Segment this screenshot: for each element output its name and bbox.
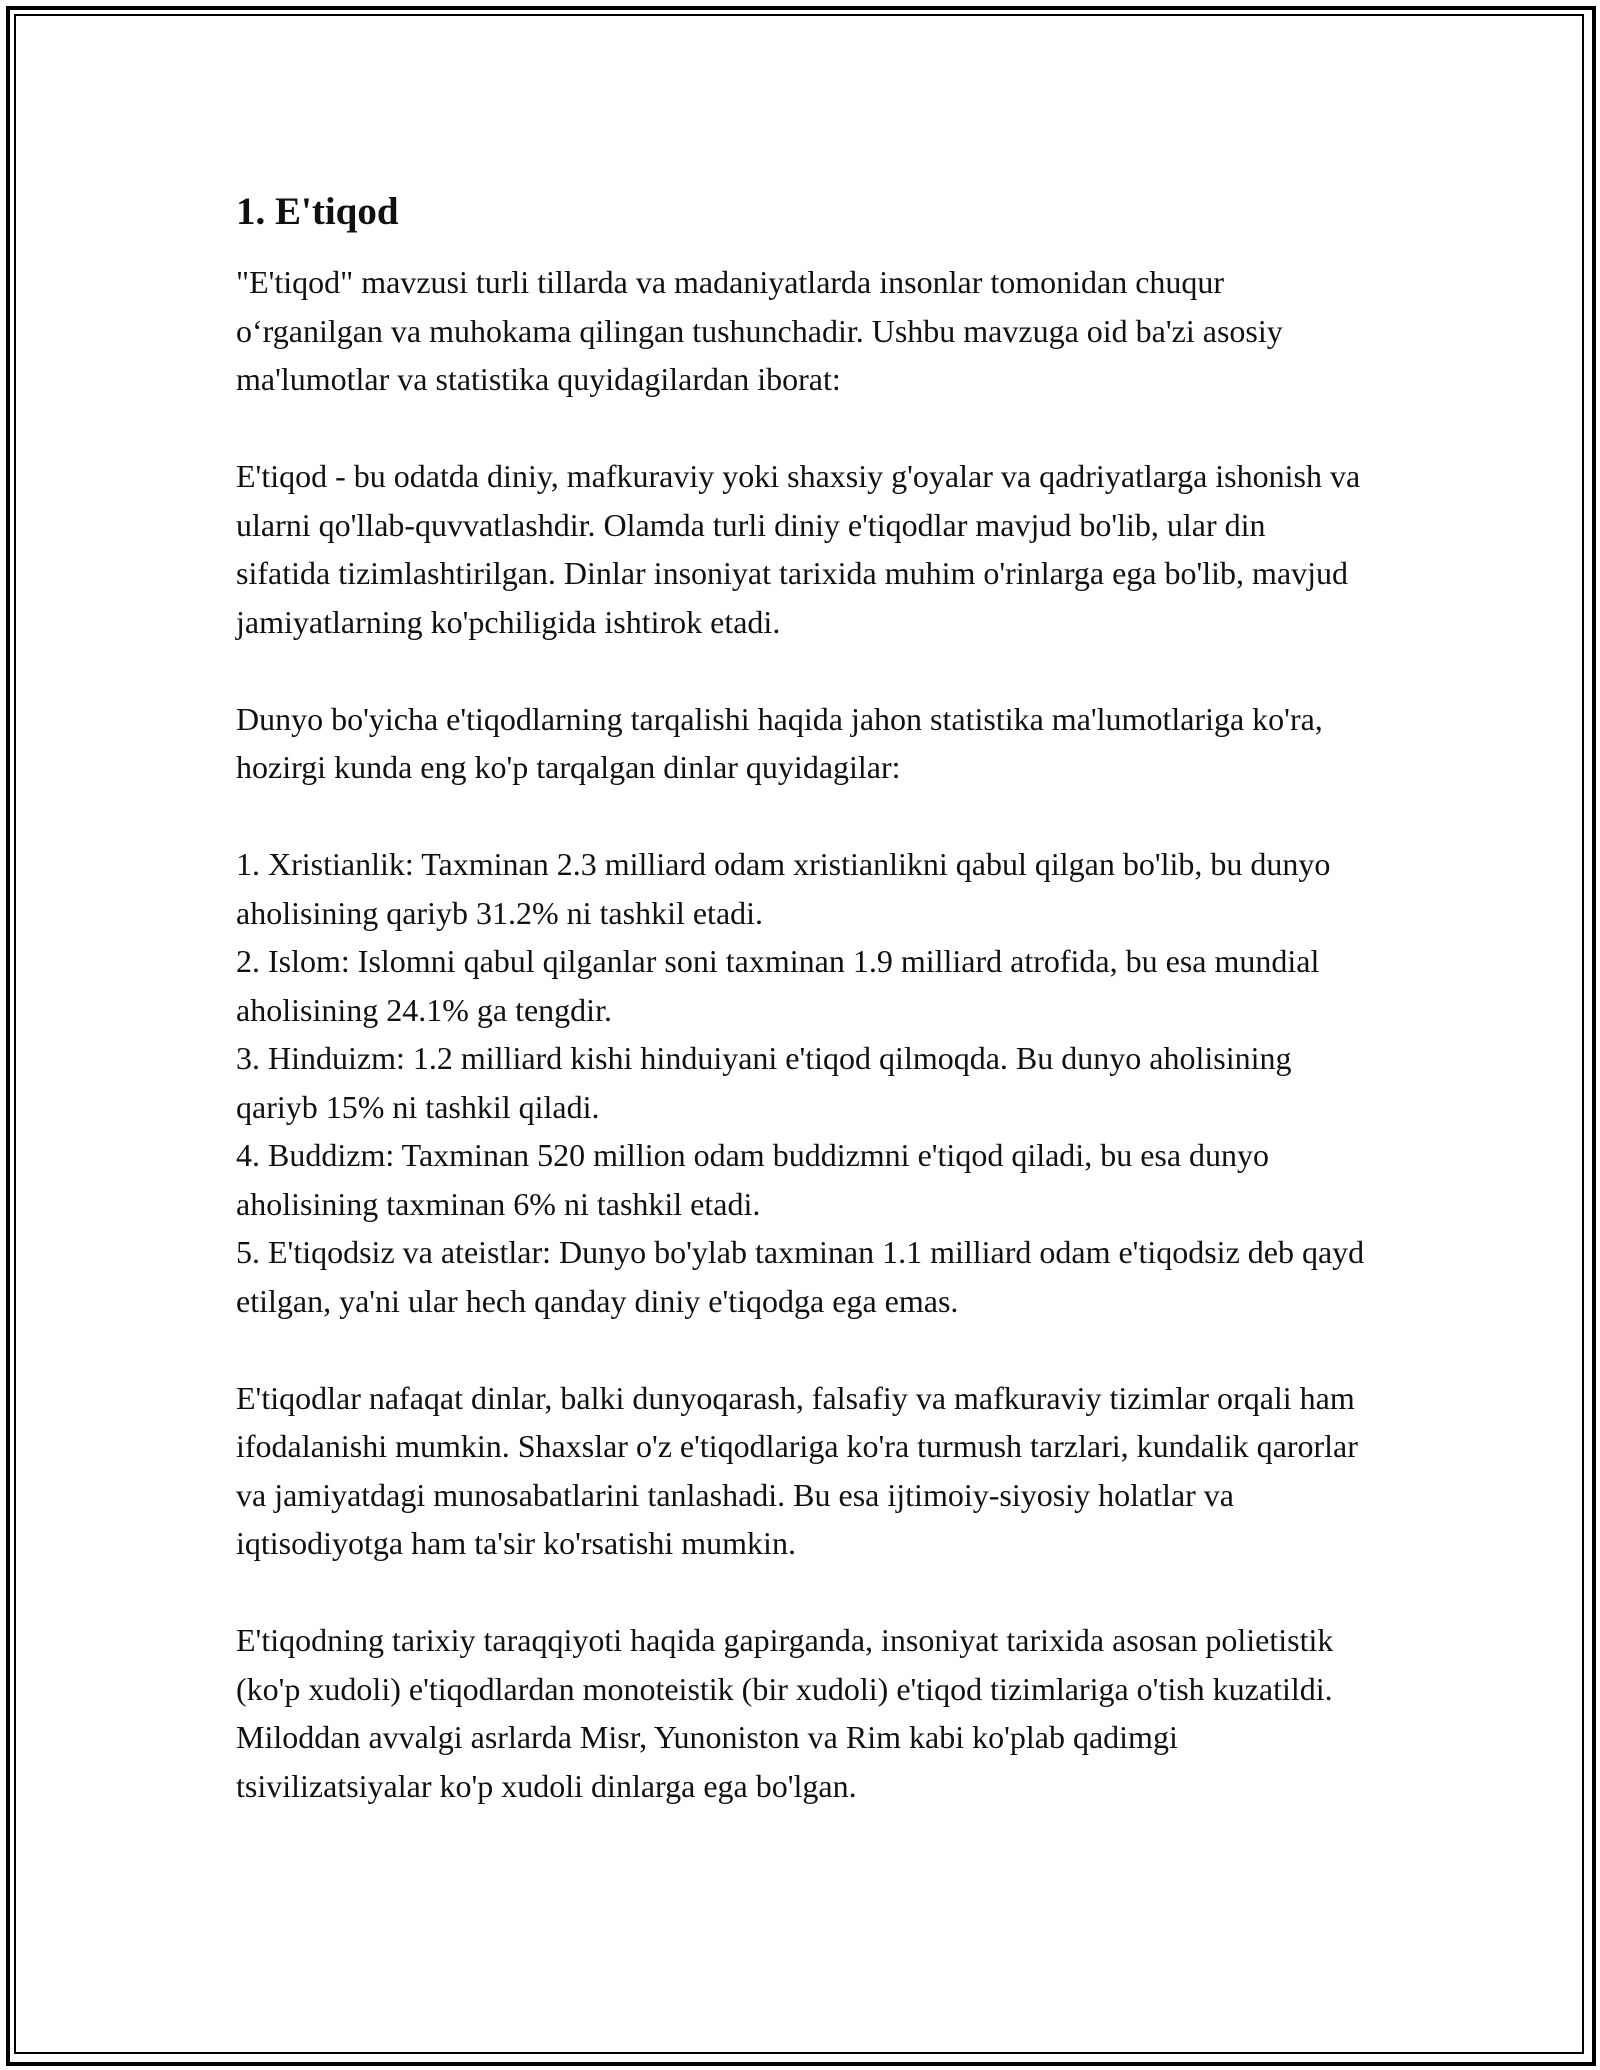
list-item: 3. Hinduizm: 1.2 milliard kishi hinduiyani e'tiqod qilmoqda. Bu dunyo aholisining qariyb 15% ni tashkil qiladi. [236,1040,1292,1125]
statistics-intro-paragraph: Dunyo bo'yicha e'tiqodlarning tarqalishi haqida jahon statistika ma'lumotlariga ko'ra, hozirgi kunda eng ko'p tarqalgan dinlar quyidagilar: [236,700,1323,785]
history-paragraph: E'tiqodning tarixiy taraqqiyoti haqida gapirganda, insoniyat tarixida asosan polietistik (ko'p xudoli) e'tiqodlardan monoteistik (bir xudoli) e'tiqod tizimlariga o'tish kuzatildi. Miloddan avvalgi asrlarda Misr, Yunoniston va Rim kabi ko'plab qadimgi tsivilizatsiyalar ko'p xudoli dinlarga ega bo'lgan. [236,1622,1334,1804]
list-item: 4. Buddizm: Taxminan 520 million odam buddizmni e'tiqod qiladi, bu esa dunyo aholisining taxminan 6% ni tashkil etadi. [236,1137,1270,1222]
religion-statistics-list [236,840,1366,1325]
worldview-paragraph: E'tiqodlar nafaqat dinlar, balki dunyoqarash, falsafiy va mafkuraviy tizimlar orqali ham ifodalanishi mumkin. Shaxslar o'z e'tiqodlariga ko'ra turmush tarzlari, kundalik qarorlar va jamiyatdagi munosabatlarini tanlashadi. Bu esa ijtimoiy-siyosiy holatlar va iqtisodiyotga ham ta'sir ko'rsatishi mumkin. [236,1379,1358,1561]
intro-paragraph: "E'tiqod" mavzusi turli tillarda va madaniyatlarda insonlar tomonidan chuqur oʻrganilgan va muhokama qilingan tushunchadir. Ushbu mavzuga oid ba'zi asosiy ma'lumotlar va statistika quyidagilardan iborat: [236,264,1283,397]
definition-paragraph: E'tiqod - bu odatda diniy, mafkuraviy yoki shaxsiy g'oyalar va qadriyatlarga ishonish va ularni qo'llab-quvvatlashdir. Olamda turli diniy e'tiqodlar mavjud bo'lib, ular din sifatida tizimlashtirilgan. Dinlar insoniyat tarixida muhim o'rinlarga ega bo'lib, mavjud jamiyatlarning ko'pchiligida ishtirok etadi. [236,458,1361,640]
list-item: 5. E'tiqodsiz va ateistlar: Dunyo bo'ylab taxminan 1.1 milliard odam e'tiqodsiz deb qayd etilgan, ya'ni ular hech qanday diniy e'tiqodga ega emas. [236,1234,1365,1319]
list-item: 1. Xristianlik: Taxminan 2.3 milliard odam xristianlikni qabul qilgan bo'lib, bu dunyo aholisining qariyb 31.2% ni tashkil etadi. [236,846,1331,931]
list-item: 2. Islom: Islomni qabul qilganlar soni taxminan 1.9 milliard atrofida, bu esa mundial aholisining 24.1% ga tengdir. [236,943,1320,1028]
document-body [236,184,1366,1859]
section-heading: 1. E'tiqod [236,190,399,233]
